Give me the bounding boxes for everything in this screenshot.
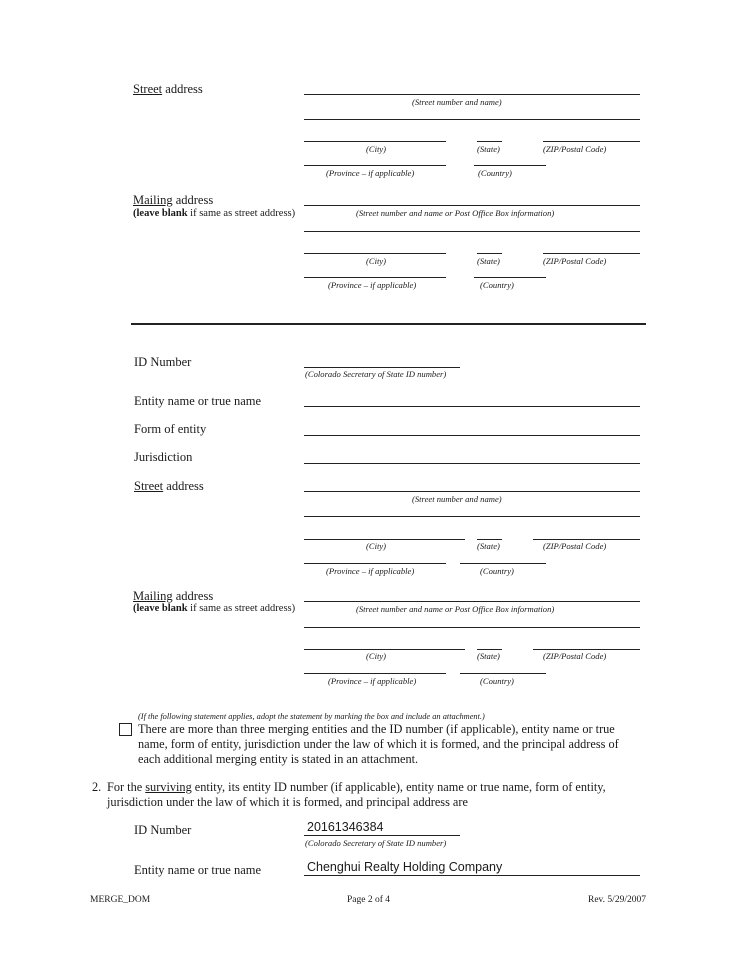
country-caption-b: (Country): [480, 566, 514, 576]
street-caption: (Street number and name): [412, 97, 502, 107]
mailing-address-label: Mailing address: [133, 193, 214, 207]
leave-blank-note: (leave blank if same as street address): [133, 208, 296, 219]
mailing-street-line-b[interactable]: [304, 601, 640, 602]
mailing-state-line[interactable]: [477, 253, 502, 254]
statement-text: There are more than three merging entities and the ID number (if applicable), entity name or true name, form of entity, jurisdiction under the law of which it is formed, and the principal address of each additional merging entity is stated in an attachment.: [138, 722, 619, 766]
surviving-id-caption: (Colorado Secretary of State ID number): [305, 838, 447, 848]
mailing-zip-line[interactable]: [543, 253, 640, 254]
form-of-entity-label: Form of entity: [134, 422, 207, 436]
province-line-b[interactable]: [304, 563, 446, 564]
item-2-text: For the surviving entity, its entity ID number (if applicable), entity name or true name, form of entity, jurisdiction under the law of which it is formed, and principal address are: [107, 780, 606, 809]
surviving-entity-name-line: [304, 875, 640, 876]
mailing-street-caption: (Street number and name or Post Office Box information): [356, 208, 555, 218]
zip-caption-b: (ZIP/Postal Code): [543, 541, 607, 551]
city-caption: (City): [366, 144, 387, 154]
zip-caption: (ZIP/Postal Code): [543, 144, 607, 154]
mailing-city-caption: (City): [366, 256, 387, 266]
mailing-city-line-b[interactable]: [304, 649, 465, 650]
state-line-b[interactable]: [477, 539, 502, 540]
mailing-address-label-2: Mailing address: [133, 589, 214, 603]
mailing-country-caption: (Country): [480, 280, 514, 290]
zip-line[interactable]: [543, 141, 640, 142]
street-address-label: Street address: [133, 82, 203, 96]
footer-revision: Rev. 5/29/2007: [588, 895, 646, 905]
province-line[interactable]: [304, 165, 446, 166]
state-caption-b: (State): [477, 541, 500, 551]
mailing-street-line-2[interactable]: [304, 231, 640, 232]
surviving-id-value[interactable]: 20161346384: [307, 820, 384, 834]
mailing-state-caption-b: (State): [477, 651, 500, 661]
leave-blank-note-2: (leave blank if same as street address): [133, 603, 296, 614]
jurisdiction-line[interactable]: [304, 463, 640, 464]
statement-instruction: (If the following statement applies, adopt the statement by marking the box and include an attachment.): [138, 712, 485, 721]
form-of-entity-line[interactable]: [304, 435, 640, 436]
id-number-caption: (Colorado Secretary of State ID number): [305, 369, 447, 379]
mailing-province-caption-b: (Province – if applicable): [328, 676, 417, 686]
street-line-2[interactable]: [304, 119, 640, 120]
state-caption: (State): [477, 144, 500, 154]
surviving-id-label: ID Number: [134, 823, 192, 837]
mailing-street-caption-b: (Street number and name or Post Office Box information): [356, 604, 555, 614]
mailing-zip-line-b[interactable]: [533, 649, 640, 650]
mailing-zip-caption: (ZIP/Postal Code): [543, 256, 607, 266]
mailing-city-caption-b: (City): [366, 651, 387, 661]
entity-name-line[interactable]: [304, 406, 640, 407]
mailing-city-line[interactable]: [304, 253, 446, 254]
country-line-b[interactable]: [460, 563, 546, 564]
mailing-state-caption: (State): [477, 256, 500, 266]
country-caption: (Country): [478, 168, 512, 178]
mailing-street-line[interactable]: [304, 205, 640, 206]
city-line[interactable]: [304, 141, 446, 142]
surviving-entity-name-value[interactable]: Chenghui Realty Holding Company: [307, 860, 503, 874]
mailing-state-line-b[interactable]: [477, 649, 502, 650]
zip-line-b[interactable]: [533, 539, 640, 540]
mailing-zip-caption-b: (ZIP/Postal Code): [543, 651, 607, 661]
street-caption-b: (Street number and name): [412, 494, 502, 504]
id-number-line[interactable]: [304, 367, 460, 368]
section-divider: [131, 323, 646, 325]
mailing-country-line-b[interactable]: [460, 673, 546, 674]
item-2-number: 2.: [92, 780, 102, 794]
jurisdiction-label: Jurisdiction: [134, 450, 193, 464]
street-line-b[interactable]: [304, 491, 640, 492]
mailing-province-line[interactable]: [304, 277, 446, 278]
state-line[interactable]: [477, 141, 502, 142]
street-line[interactable]: [304, 94, 640, 95]
mailing-country-caption-b: (Country): [480, 676, 514, 686]
mailing-street-line-b-2[interactable]: [304, 627, 640, 628]
province-caption-b: (Province – if applicable): [326, 566, 415, 576]
entity-name-label: Entity name or true name: [134, 394, 262, 408]
province-caption: (Province – if applicable): [326, 168, 415, 178]
street-address-label-2: Street address: [134, 479, 204, 493]
id-number-label: ID Number: [134, 355, 192, 369]
mailing-province-line-b[interactable]: [304, 673, 446, 674]
city-line-b[interactable]: [304, 539, 465, 540]
footer-form-code: MERGE_DOM: [90, 895, 151, 905]
surviving-id-line: [304, 835, 460, 836]
attachment-checkbox[interactable]: [119, 723, 132, 736]
mailing-country-line[interactable]: [474, 277, 546, 278]
country-line[interactable]: [474, 165, 546, 166]
surviving-entity-name-label: Entity name or true name: [134, 863, 262, 877]
footer-page-number: Page 2 of 4: [347, 895, 391, 905]
city-caption-b: (City): [366, 541, 387, 551]
mailing-province-caption: (Province – if applicable): [328, 280, 417, 290]
street-line-b-2[interactable]: [304, 516, 640, 517]
